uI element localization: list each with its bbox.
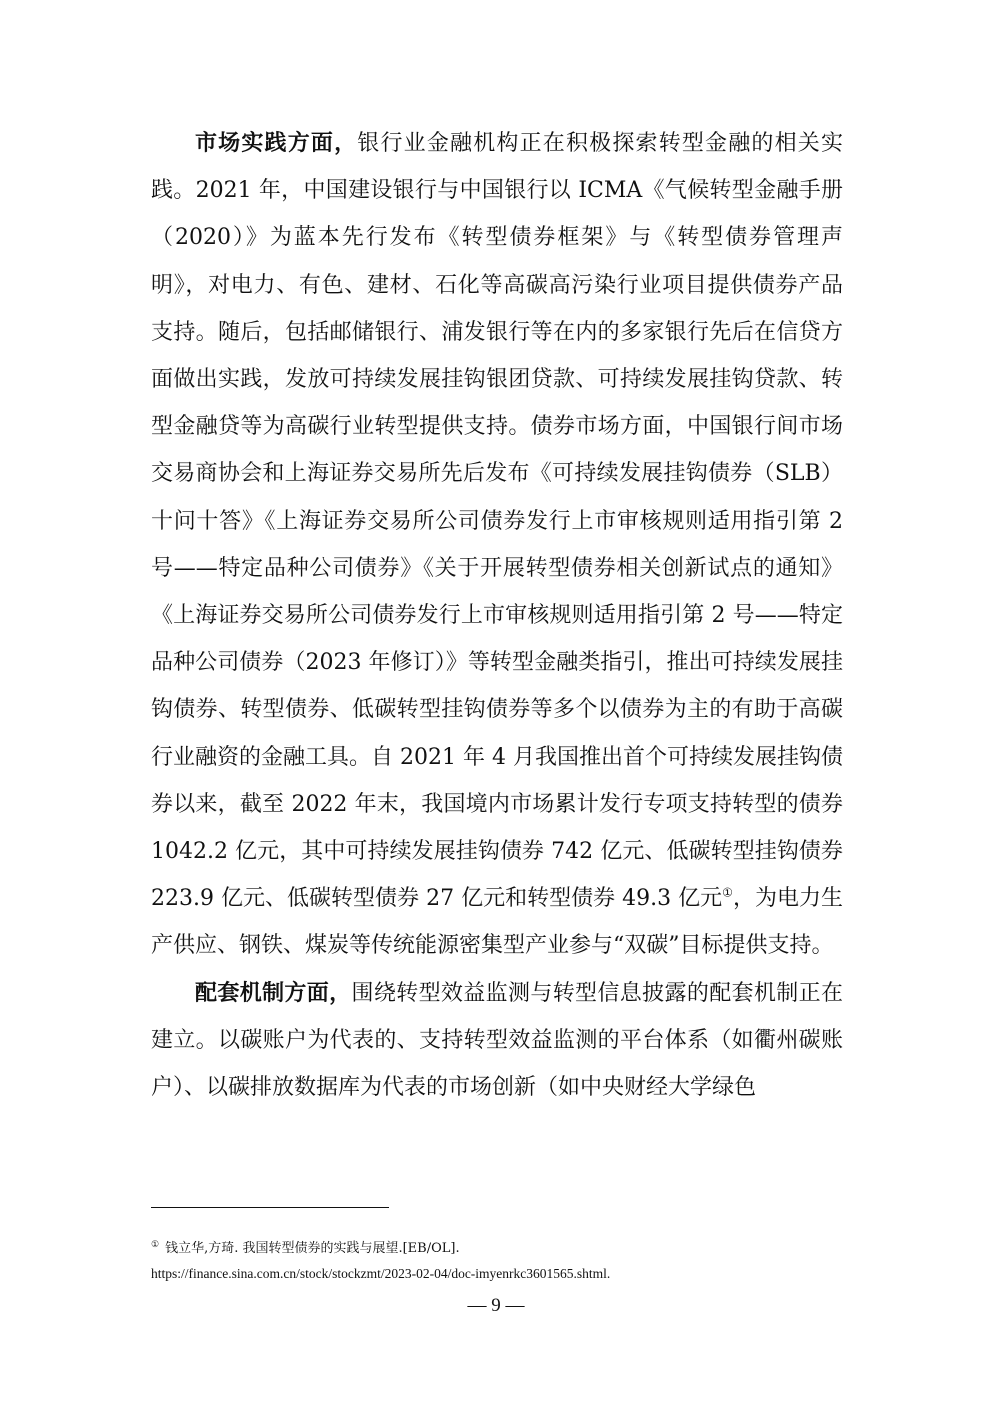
footnote-url[interactable]: https://finance.sina.com.cn/stock/stockzmt/2023-02-04/doc-imyenrkc3601565.shtml. — [151, 1266, 611, 1281]
paragraph-market-practice — [151, 120, 843, 970]
page-number: — 9 — — [467, 1295, 525, 1316]
paragraph-lead-heading: 配套机制方面， — [195, 980, 352, 1006]
footnote-reference[interactable]: ① — [722, 885, 733, 900]
footnote-separator — [151, 1207, 389, 1208]
footnote-mark: ① — [151, 1239, 160, 1250]
footnote — [151, 1236, 843, 1286]
body-text — [151, 120, 843, 1111]
paragraph-text-continued: ，为电力生产供应、钢铁、煤炭等传统能源密集型产业参与“双碳”目标提供支持。 — [151, 886, 843, 959]
footnote-citation-line — [151, 1236, 843, 1261]
footnote-citation: 钱立华,方琦. 我国转型债券的实践与展望.[EB/OL]. — [165, 1241, 460, 1256]
paragraph-text: 银行业金融机构正在积极探索转型金融的相关实践。2021 年，中国建设银行与中国银行以 ICMA《气候转型金融手册（2020）》为蓝本先行发布《转型债券框架》与《转型债券管理声明》，对电力、有色、建材、石化等高碳高污染行业项目提供债券产品支持。随后，包括邮储银行、浦发银行等在内的多家银行先后在信贷方面做出实践，发放可持续发展挂钩银团贷款、可持续发展挂钩贷款、转型金融贷等为高碳行业转型提供支持。债券市场方面，中国银行间市场交易商协会和上海证券交易所先后发布《可持续发展挂钩债券（SLB）十问十答》《上海证券交易所公司债券发行上市审核规则适用指引第 2 号——特定品种公司债券》《关于开展转型债券相关创新试点的通知》《上海证券交易所公司债券发行上市审核规则适用指引第 2 号——特定品种公司债券（2023 年修订）》等转型金融类指引，推出可持续发展挂钩债券、转型债券、低碳转型挂钩债券等多个以债券为主的有助于高碳行业融资的金融工具。自 2021 年 4 月我国推出首个可持续发展挂钩债券以来，截至 2022 年末，我国境内市场累计发行专项支持转型的债券 1042.2 亿元，其中可持续发展挂钩债券 742 亿元、低碳转型挂钩债券 223.9 亿元、低碳转型债券 27 亿元和转型债券 49.3 亿元 — [151, 131, 843, 912]
paragraph-supporting-mechanism — [151, 970, 843, 1112]
paragraph-text: 围绕转型效益监测与转型信息披露的配套机制正在建立。以碳账户为代表的、支持转型效益监测的平台体系（如衢州碳账户）、以碳排放数据库为代表的市场创新（如中央财经大学绿色 — [151, 980, 843, 1101]
paragraph-lead-heading: 市场实践方面， — [195, 131, 358, 156]
